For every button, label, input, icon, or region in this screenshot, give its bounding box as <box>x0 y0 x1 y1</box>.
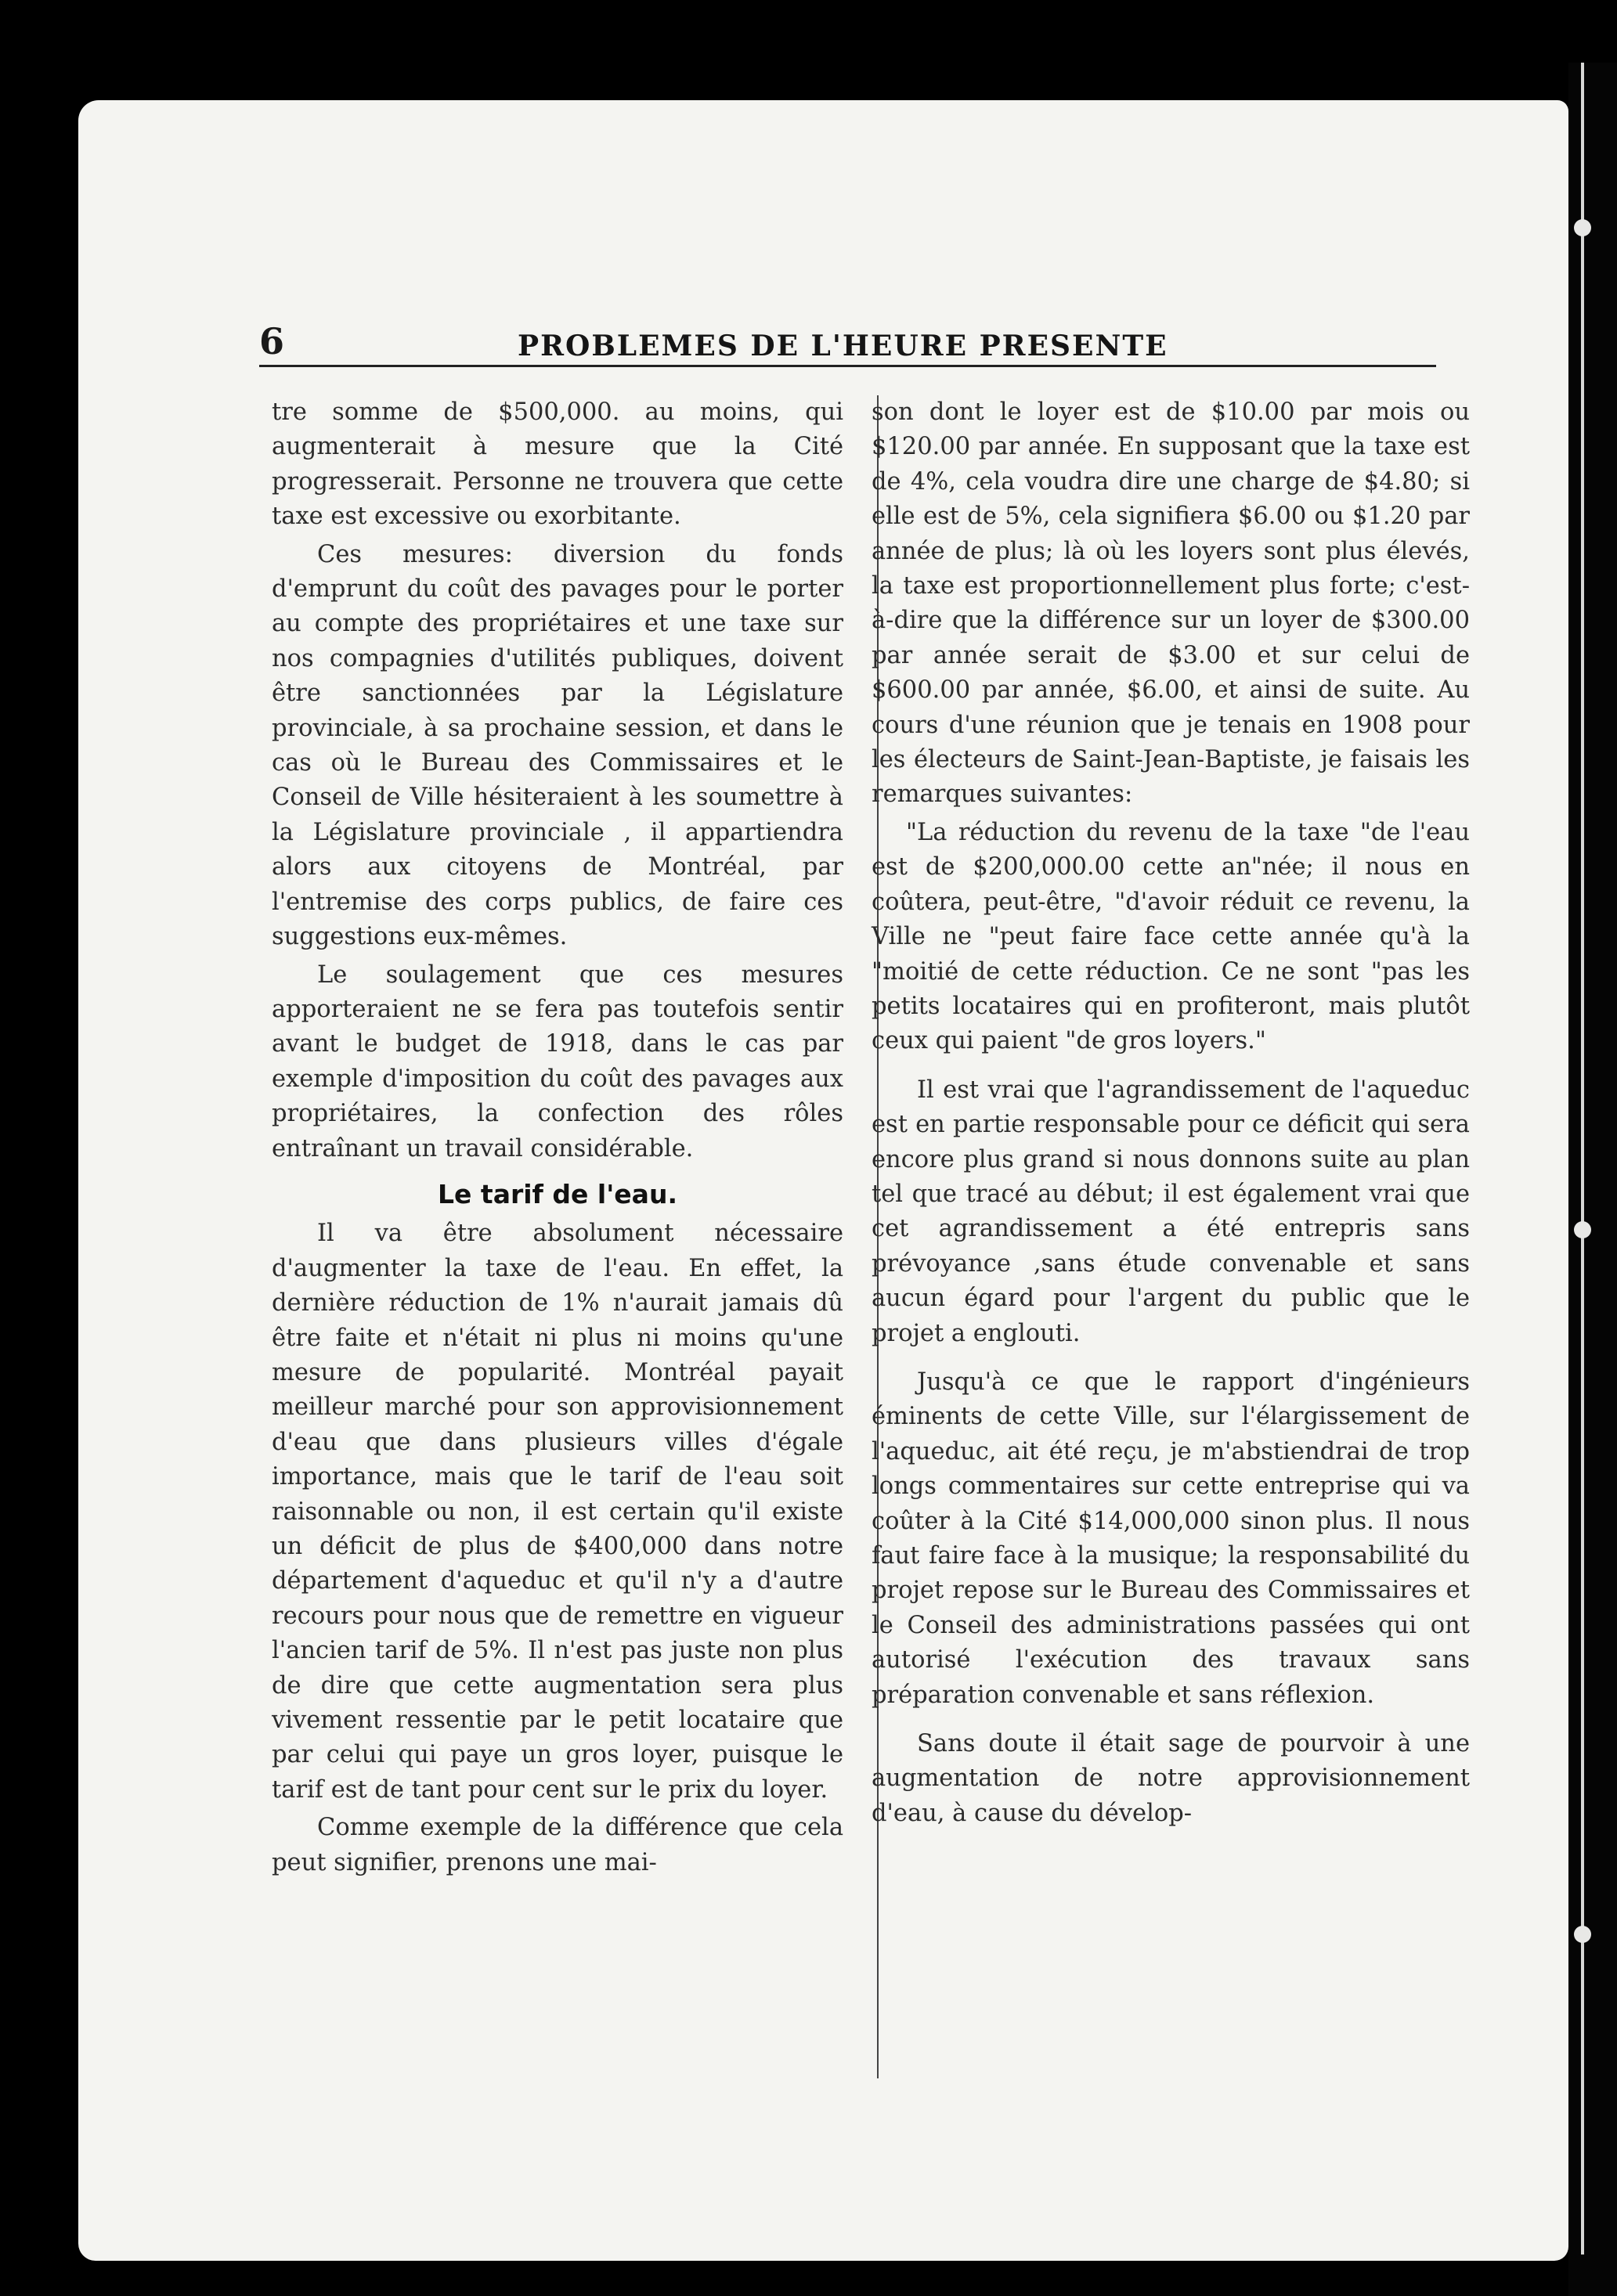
quotation: "La réduction du revenu de la taxe "de l'eau est de $200,000.00 cette an"née; il nous en coûtera, peut-être, "d'avoir réduit ce revenu, la Ville ne "peut faire face cette année qu'à la "moitié de cette réduction. Ce ne sont "pas les petits locataires qui en profiteront, mais plutôt ceux qui paient "de gros loyers." <box>872 818 1470 1055</box>
running-head: PROBLEMES DE L'HEURE PRESENTE <box>518 330 1168 362</box>
header-rule <box>259 365 1436 367</box>
paragraph: Comme exemple de la différence que cela peut signifier, prenons une mai- <box>272 1814 843 1876</box>
paragraph: Sans doute il était sage de pourvoir à une augmentation de notre approvisionnement d'eau, à cause du dévelop- <box>872 1730 1470 1827</box>
paragraph: Le soulagement que ces mesures apporteraient ne se fera pas toutefois sentir avant le budget de 1918, dans le cas par exemple d'imposition du coût des pavages aux propriétaires, la confection des rôles entraînant un travail considérable. <box>272 961 843 1162</box>
page-header <box>259 308 1442 362</box>
binding-hole <box>1574 1926 1591 1943</box>
paragraph: Il est vrai que l'agrandissement de l'aqueduc est en partie responsable pour ce déficit qui sera encore plus grand si nous donnons suite au plan tel que tracé au début; il est également vrai que cet agrandissement a été entrepris sans prévoyance ,sans étude convenable et sans aucun égard pour l'argent du public que le projet a englouti. <box>872 1076 1470 1347</box>
paragraph: son dont le loyer est de $10.00 par mois ou $120.00 par année. En supposant que la taxe est de 4%, cela voudra dire une charge de $4.80; si elle est de 5%, cela signifiera $6.00 ou $1.20 par année de plus; là où les loyers sont plus élevés, la taxe est proportionnellement plus forte; c'est-à-dire que la différence sur un loyer de $300.00 par année serait de $3.00 et sur celui de $600.00 par année, $6.00, et ainsi de suite. Au cours d'une réunion que je tenais en 1908 pour les électeurs de Saint-Jean-Baptiste, je faisais les remarques suivantes: <box>872 398 1470 809</box>
paragraph: tre somme de $500,000. au moins, qui augmenterait à mesure que la Cité progresserait. Personne ne trouvera que cette taxe est excessive ou exorbitante. <box>272 398 843 531</box>
page-number: 6 <box>259 320 285 362</box>
section-heading: Le tarif de l'eau. <box>438 1178 677 1209</box>
paragraph: Ces mesures: diversion du fonds d'emprunt du coût des pavages pour le porter au compte des propriétaires et une taxe sur nos compagnies d'utilités publiques, doivent être sanctionnées par la Législature provinciale, à sa prochaine session, et dans le cas où le Bureau des Commissaires et le Conseil de Ville hésiteraient à les soumettre à la Législature provinciale , il appartiendra alors aux citoyens de Montréal, par l'entremise des corps publics, de faire ces suggestions eux-mêmes. <box>272 540 843 951</box>
paragraph: Jusqu'à ce que le rapport d'ingénieurs éminents de cette Ville, sur l'élargissement de l'aqueduc, ait été reçu, je m'abstiendrai de trop longs commentaires sur cette entreprise qui va coûter à la Cité $14,000,000 sinon plus. Il nous faut faire face à la musique; la responsabilité du projet repose sur le Bureau des Commissaires et le Conseil des administrations passées qui ont autorisé l'exécution des travaux sans préparation convenable et sans réflexion. <box>872 1368 1470 1709</box>
paragraph: Il va être absolument nécessaire d'augmenter la taxe de l'eau. En effet, la dernière réduction de 1% n'aurait jamais dû être faite et n'était ni plus ni moins qu'une mesure de popularité. Montréal payait meilleur marché pour son approvisionnement d'eau que dans plusieurs villes d'égale importance, mais que le tarif de l'eau soit raisonnable ou non, il est certain qu'il existe un déficit de plus de $400,000 dans notre département d'aqueduc et qu'il n'y a d'autre recours pour nous que de remettre en vigueur l'ancien tarif de 5%. Il n'est pas juste non plus de dire que cette augmentation sera plus vivement ressentie par le petit locataire que par celui qui paye un gros loyer, puisque le tarif est de tant pour cent sur le prix du loyer. <box>272 1220 843 1804</box>
binding-edge <box>1568 63 1617 2296</box>
binding-hole <box>1574 1221 1591 1238</box>
right-column <box>872 395 1470 1831</box>
left-column <box>272 395 843 1880</box>
binding-hole <box>1574 219 1591 236</box>
